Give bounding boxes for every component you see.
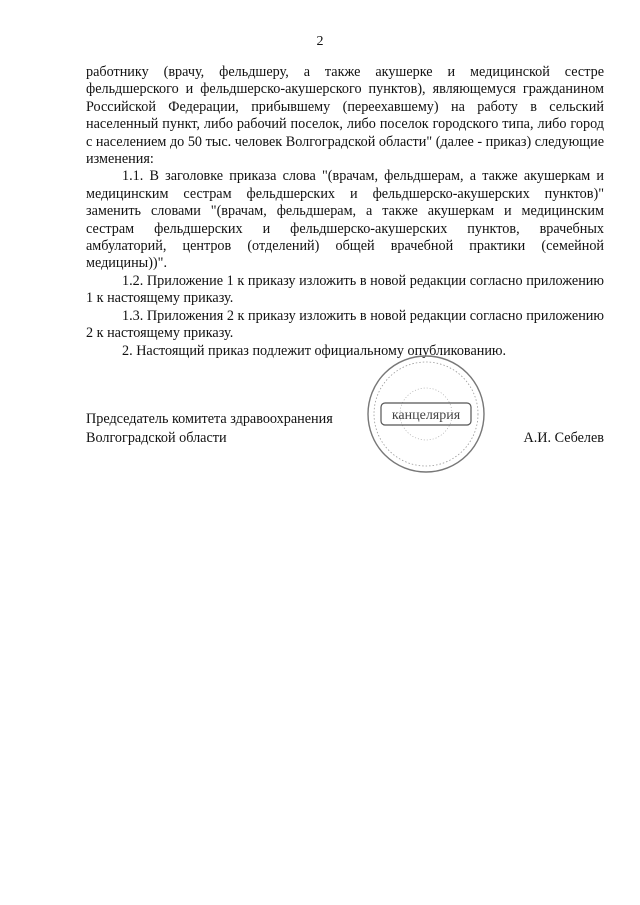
signatory-name: А.И. Себелев (523, 430, 604, 446)
office-stamp-icon (365, 353, 487, 475)
signatory-position-line1: Председатель комитета здравоохранения (86, 411, 333, 427)
stamp-text: канцелярия (391, 408, 461, 423)
page-number: 2 (316, 34, 324, 49)
paragraph-1-1: 1.1. В заголовке приказа слова "(врачам, фельдшерам, а также акушеркам и медицинским сестрам фельдшерских и фельдшерско-акушерских пунктов)" заменить словами "(врачам, фельдшерам, а также акушеркам и медицинским сестрам фельдшерских и фельдшерско-акушерских пунктов, врачебных амбулаторий, центров (отделений) общей врачебной практики (семейной медицины))". (86, 168, 604, 272)
paragraph-2: 2. Настоящий приказ подлежит официальному опубликованию. (122, 342, 507, 359)
signature-block (86, 410, 604, 450)
signatory-position (86, 410, 333, 448)
paragraph-intro: работнику (врачу, фельдшеру, а также акушерке и медицинской сестре фельдшерского и фельдшерско-акушерского пунктов), являющемуся гражданином Российской Федерации, прибывшему (переехавшему) на работу в сельский населенный пункт, либо рабочий поселок, либо поселок городского типа, либо город с населением до 50 тыс. человек Волгоградской области" (далее - приказ) следующие изменения: (86, 64, 604, 168)
paragraph-1-2: 1.2. Приложение 1 к приказу изложить в новой редакции согласно приложению 1 к настоящему приказу. (86, 272, 604, 307)
signatory-position-line2: Волгоградской области (86, 430, 227, 446)
document-body (86, 64, 604, 360)
paragraph-1-3: 1.3. Приложения 2 к приказу изложить в новой редакции согласно приложению 2 к настоящему приказу. (86, 307, 604, 342)
